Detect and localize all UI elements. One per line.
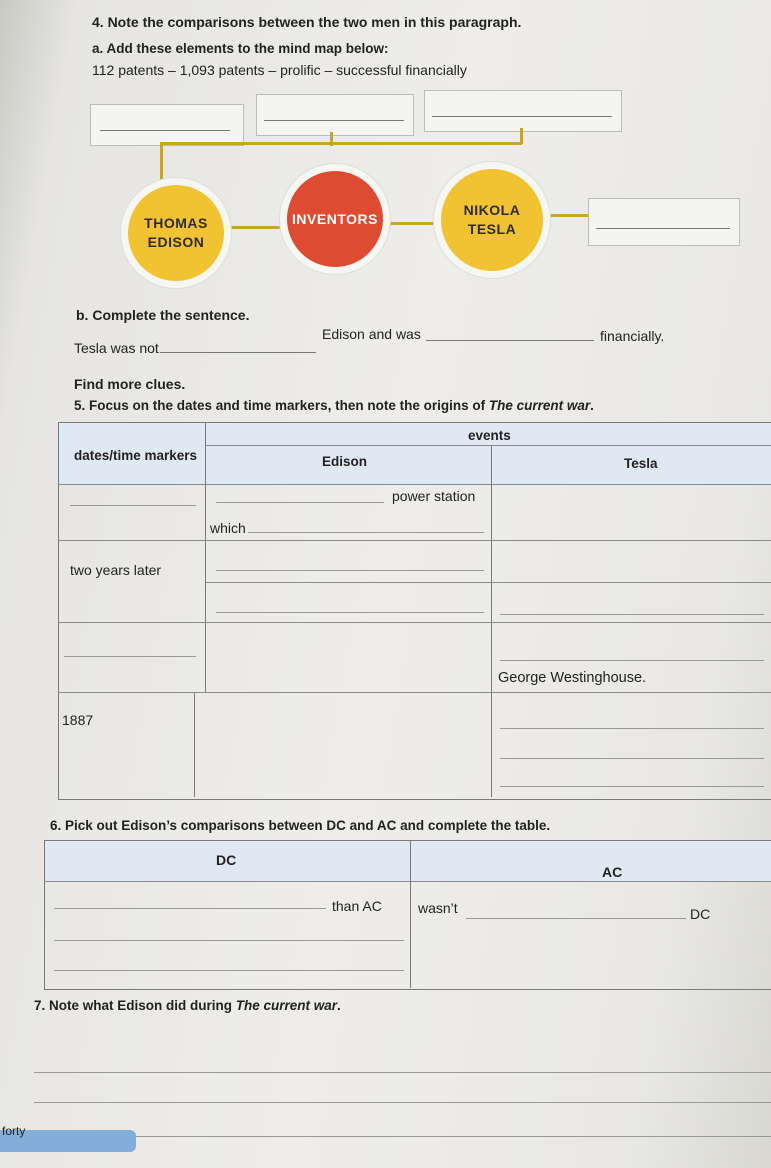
- mindmap-connector: [520, 128, 523, 144]
- blank-edison-3[interactable]: [216, 570, 484, 571]
- mindmap-box-1[interactable]: [90, 104, 244, 146]
- mindmap-node-inventors: INVENTORS: [280, 164, 390, 274]
- header-divider: [206, 445, 771, 446]
- blank-tesla-5[interactable]: [500, 786, 764, 787]
- sentence-part-3: financially.: [600, 328, 665, 344]
- cell-westinghouse: George Westinghouse.: [498, 670, 647, 686]
- header-divider: [44, 881, 771, 882]
- q4-title: 4. Note the comparisons between the two men in this paragraph.: [92, 14, 522, 30]
- col-divider: [491, 445, 492, 797]
- q5-title-suffix: .: [590, 398, 594, 413]
- row-divider: [58, 692, 771, 693]
- q7-title-italic: The current war: [235, 998, 338, 1013]
- col-dc: DC: [216, 852, 237, 868]
- page-number: forty: [2, 1124, 26, 1138]
- blank-dc-2[interactable]: [54, 940, 404, 941]
- cell-1887: 1887: [62, 712, 94, 728]
- q7-title: [34, 998, 341, 1013]
- q6-title: 6. Pick out Edison’s comparisons between DC and AC and complete the table.: [50, 818, 551, 833]
- blank-q7-2[interactable]: [34, 1102, 771, 1103]
- blank-tesla-4[interactable]: [500, 758, 764, 759]
- blank-tesla-1[interactable]: [500, 614, 764, 615]
- mindmap-connector: [160, 142, 522, 145]
- blank-ac-1[interactable]: [466, 918, 686, 919]
- blank-edison-2[interactable]: [248, 532, 484, 533]
- blank-date-2[interactable]: [64, 656, 196, 657]
- blank-dc-3[interactable]: [54, 970, 404, 971]
- col-dates: dates/time markers: [74, 448, 198, 463]
- blank-q7-1[interactable]: [34, 1072, 771, 1073]
- cell-two-years-later: two years later: [70, 562, 162, 578]
- blank-edison-1[interactable]: [216, 502, 384, 503]
- blank-dc-1[interactable]: [54, 908, 326, 909]
- blank-edison-4[interactable]: [216, 612, 484, 613]
- cell-than-ac: than AC: [332, 898, 382, 914]
- q4a-label: a. Add these elements to the mind map below:: [92, 41, 389, 56]
- col-events: events: [468, 428, 511, 443]
- sentence-part-2: Edison and was: [322, 326, 421, 342]
- row-divider: [58, 622, 771, 623]
- q5-title-prefix: 5. Focus on the dates and time markers, then note the origins of: [74, 398, 489, 413]
- mindmap-connector: [160, 142, 163, 182]
- table-header-cell: [45, 841, 771, 881]
- col-tesla: Tesla: [624, 456, 658, 471]
- row-divider: [58, 540, 771, 541]
- mindmap-node-thomas-edison: THOMAS EDISON: [121, 178, 231, 288]
- blank-tesla-2[interactable]: [500, 660, 764, 661]
- cell-dc: DC: [690, 906, 711, 922]
- answer-line: [596, 228, 730, 229]
- mindmap-box-3[interactable]: [424, 90, 622, 132]
- mindmap-node-nikola-tesla: NIKOLA TESLA: [434, 162, 550, 278]
- blank-2[interactable]: [426, 340, 594, 341]
- cell-power-station: power station: [392, 488, 476, 504]
- blank-1[interactable]: [160, 352, 316, 353]
- mindmap-connector: [330, 132, 333, 146]
- answer-line: [264, 120, 404, 121]
- sentence-part-1: Tesla was not: [74, 340, 159, 356]
- col-edison: Edison: [322, 454, 368, 469]
- answer-line: [100, 130, 230, 131]
- blank-date-1[interactable]: [70, 505, 196, 506]
- q7-title-prefix: 7. Note what Edison did during: [34, 998, 236, 1013]
- row-divider: [206, 582, 771, 583]
- mindmap-box-4[interactable]: [588, 198, 740, 246]
- header-divider: [58, 484, 771, 485]
- blank-q7-3[interactable]: [34, 1136, 771, 1137]
- col-divider: [410, 841, 411, 988]
- q4b-label: b. Complete the sentence.: [76, 307, 250, 323]
- q5-title-italic: The current war: [488, 398, 591, 413]
- col-divider: [194, 693, 195, 797]
- mindmap-box-2[interactable]: [256, 94, 414, 136]
- col-ac: AC: [602, 864, 623, 880]
- find-more-clues: Find more clues.: [74, 376, 186, 392]
- answer-line: [432, 116, 612, 117]
- q7-title-suffix: .: [337, 998, 341, 1013]
- cell-which: which: [210, 520, 246, 536]
- cell-wasnt: wasn’t: [418, 900, 458, 916]
- q5-title: [74, 398, 594, 413]
- blank-tesla-3[interactable]: [500, 728, 764, 729]
- col-divider: [205, 423, 206, 693]
- q4a-elements: 112 patents – 1,093 patents – prolific – successful financially: [92, 62, 467, 78]
